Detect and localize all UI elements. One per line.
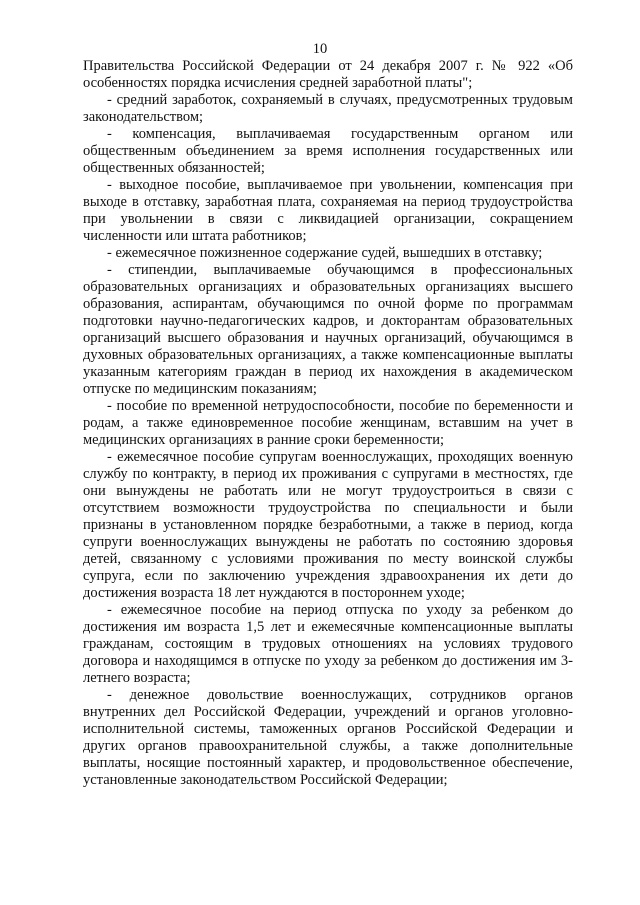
list-item-sick-pay: - пособие по временной нетрудоспособности, пособие по беременности и родам, а также единовременное пособие женщинам, вставшим на учет в медицинских организациях в ранние сроки беременности; bbox=[83, 398, 573, 448]
list-item-military-spouses: - ежемесячное пособие супругам военнослужащих, проходящих военную службу по контракту, в период их проживания с супругами в местностях, где они вынуждены не работать или не могут трудоустроиться в связи с отсутствием возможности трудоустройства по специальности и были признаны в установленном порядке безработными, а также в период, когда супруги военнослужащих вынуждены не работать по состоянию здоровья детей, связанному с условиями проживания по месту воинской службы супруга, если по заключению учреждения здравоохранения их дети до достижения возраста 18 лет нуждаются в постороннем уходе; bbox=[83, 449, 573, 601]
list-item-severance-pay: - выходное пособие, выплачиваемое при увольнении, компенсация при выходе в отставку, заработная плата, сохраняемая на период трудоустройства при увольнении в связи с ликвидацией организации, сокращением численности или штата работников; bbox=[83, 177, 573, 244]
page-number: 10 bbox=[312, 41, 328, 57]
list-item-childcare-leave: - ежемесячное пособие на период отпуска по уходу за ребенком до достижения им возраста 1,5 лет и ежемесячные компенсационные выплаты гражданам, состоящим в трудовых отношениях на условиях трудового договора и находящимся в отпуске по уходу за ребенком до достижения им 3-летнего возраста; bbox=[83, 602, 573, 686]
list-item-average-salary: - средний заработок, сохраняемый в случаях, предусмотренных трудовым законодательством; bbox=[83, 92, 573, 125]
list-item-stipends: - стипендии, выплачиваемые обучающимся в профессиональных образовательных организациях и образовательных организациях высшего образования, аспирантам, обучающимся по очной форме по программам подготовки научно-педагогических кадров, и докторантам образовательных организаций высшего образования и научных организаций, обучающимся в духовных образовательных организациях, а также компенсационные выплаты указанным категориям граждан в период их нахождения в академическом отпуске по медицинским показаниям; bbox=[83, 262, 573, 397]
list-item-compensation-state-duties: - компенсация, выплачиваемая государственным органом или общественным объединением за время исполнения государственных или общественных обязанностей; bbox=[83, 126, 573, 176]
list-item-judges-allowance: - ежемесячное пожизненное содержание судей, вышедших в отставку; bbox=[107, 245, 543, 261]
list-item-military-allowance: - денежное довольствие военнослужащих, сотрудников органов внутренних дел Российской Федерации, учреждений и органов уголовно-исполнительной системы, таможенных органов Российской Федерации и других органов правоохранительной службы, а также дополнительные выплаты, носящие постоянный характер, и продовольственное обеспечение, установленные законодательством Российской Федерации; bbox=[83, 687, 573, 788]
document-body bbox=[83, 58, 573, 789]
paragraph-continuation: Правительства Российской Федерации от 24 декабря 2007 г. № 922 «Об особенностях порядка исчисления средней заработной платы"; bbox=[83, 58, 573, 91]
